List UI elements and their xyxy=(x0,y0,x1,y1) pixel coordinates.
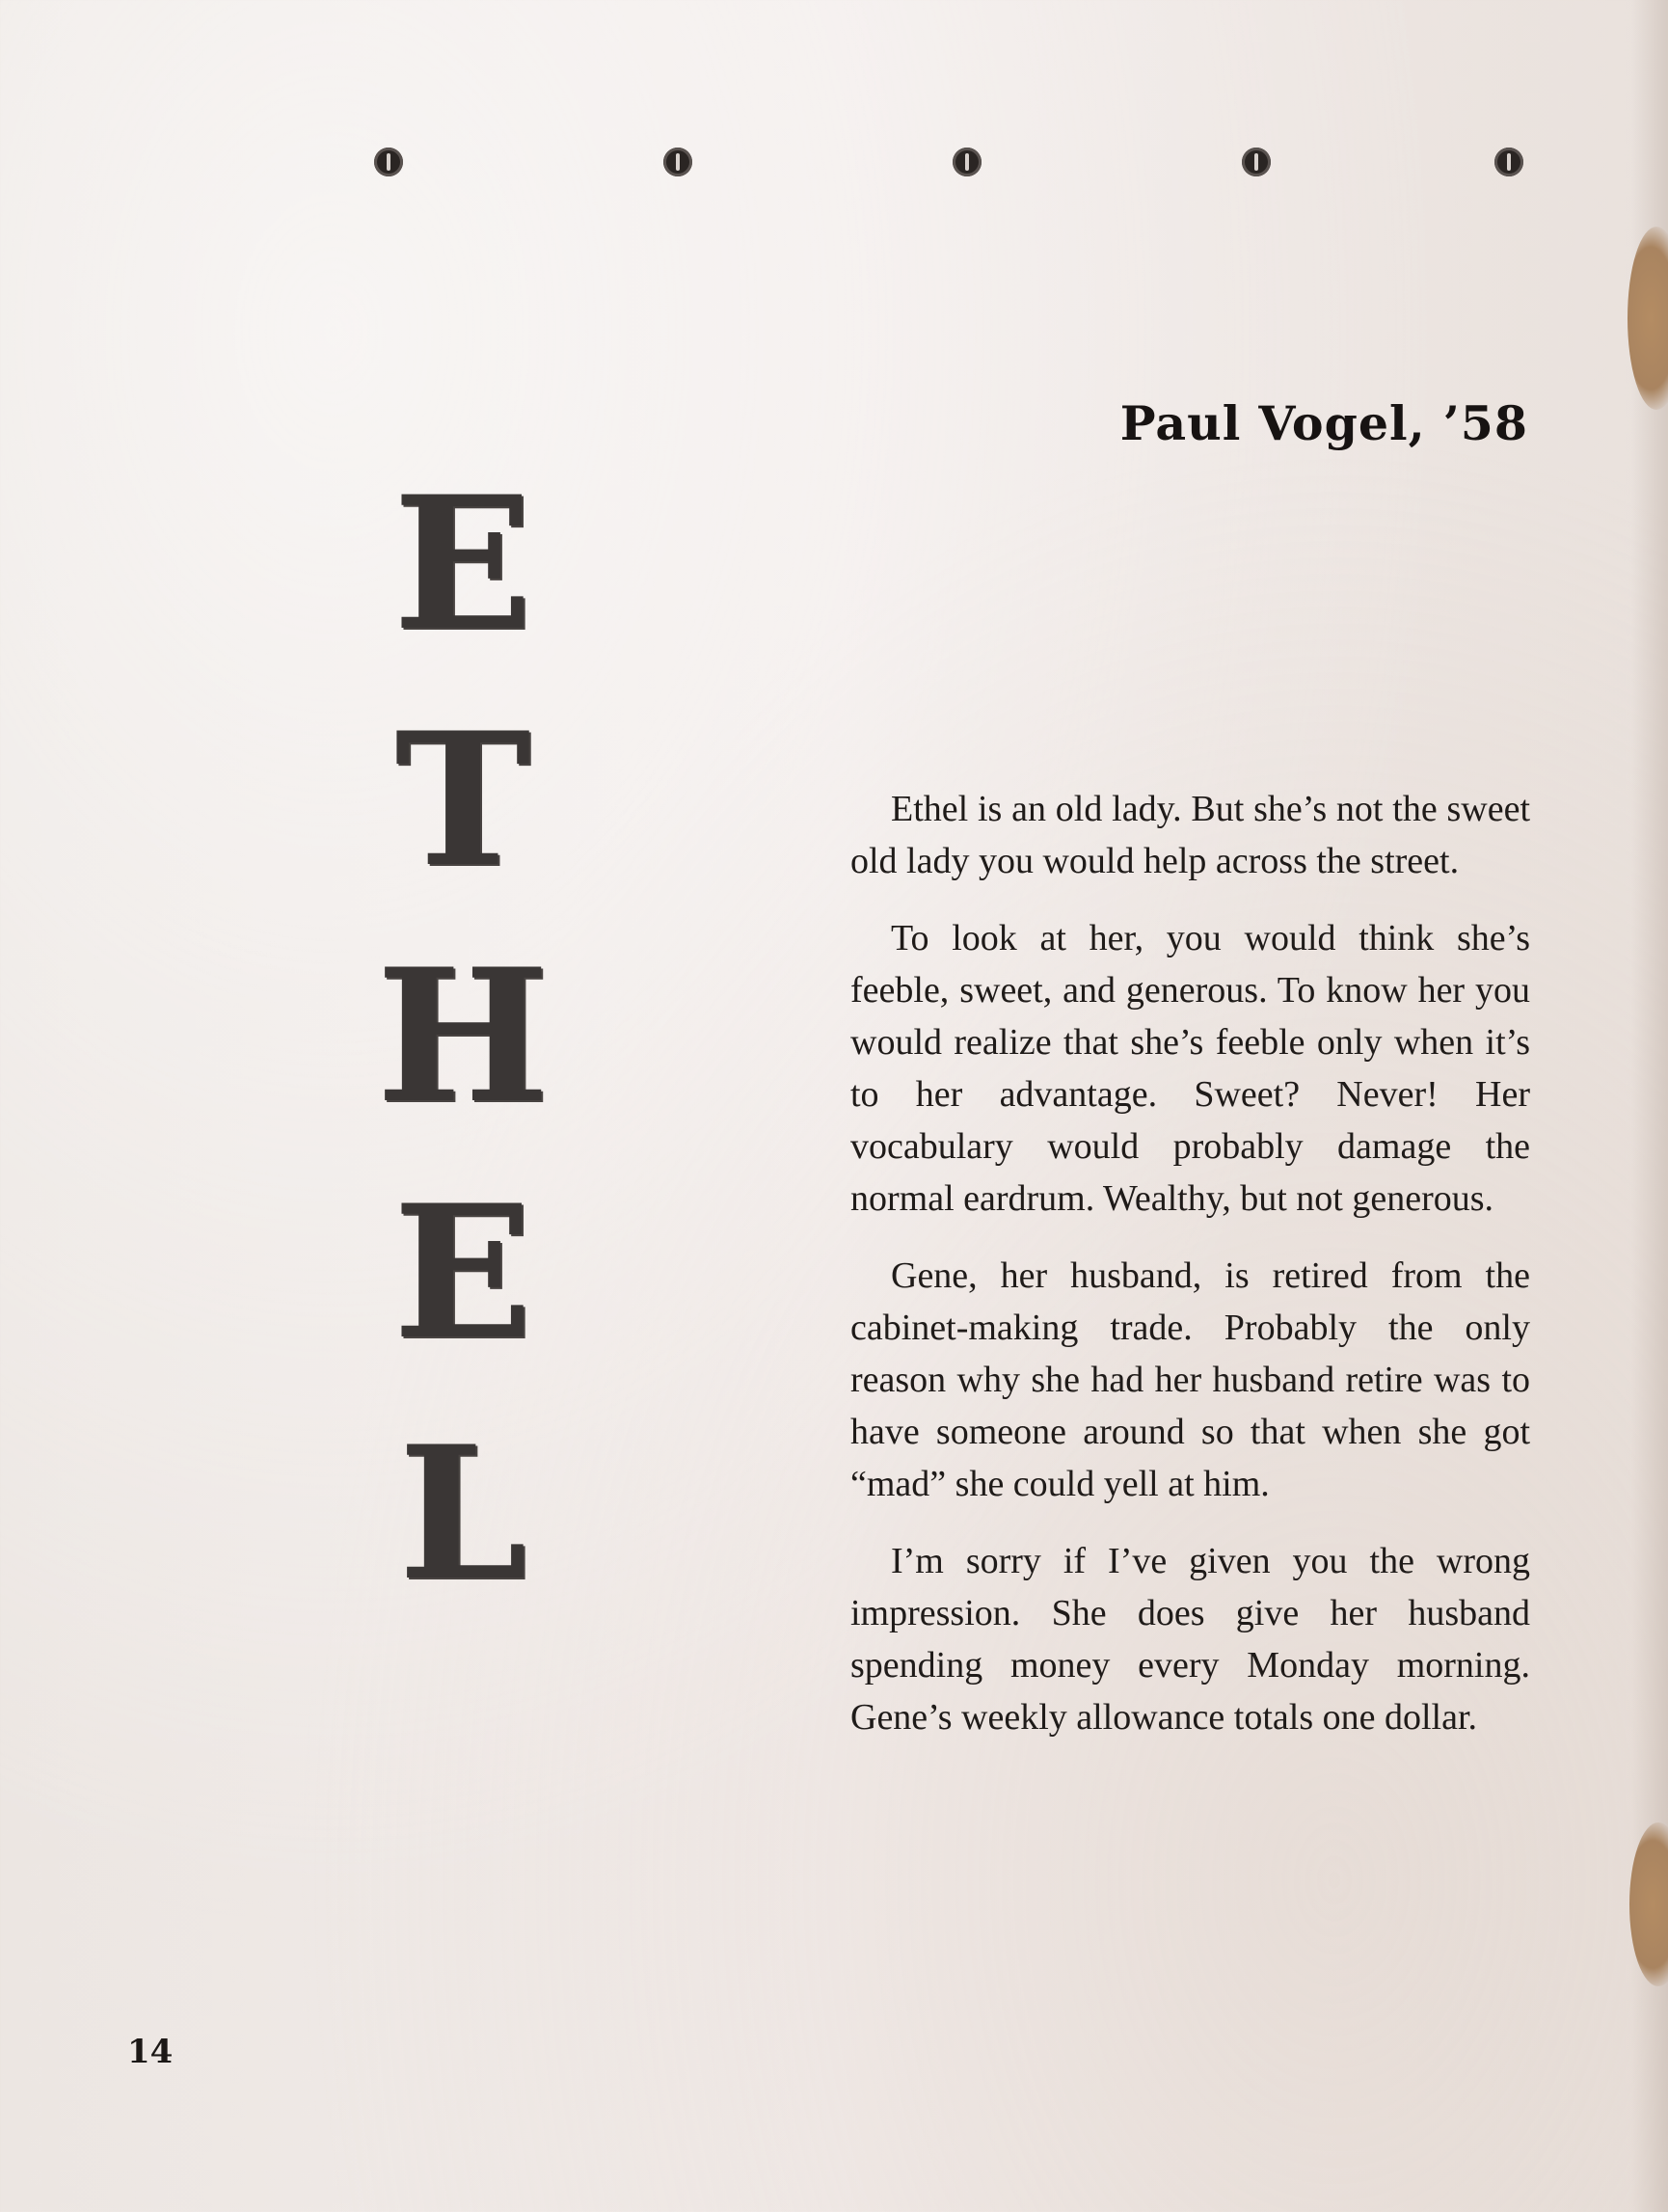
paragraph: Ethel is an old lady. But she’s not the sweet old lady you would help across the street. xyxy=(850,789,1530,881)
binder-hole xyxy=(374,148,403,176)
paragraph: To look at her, you would think she’s feeble, sweet, and generous. To know her you would realize that she’s feeble only when it’s to her advantage. Sweet? Never! Her vocabulary would probably damage the normal eardrum. Wealthy, but not generous. xyxy=(850,918,1530,1219)
title-letter-e: E xyxy=(392,456,533,671)
story-body xyxy=(850,783,1530,1768)
binder-hole xyxy=(663,148,692,176)
binder-hole xyxy=(953,148,982,176)
page-number: 14 xyxy=(127,2033,174,2071)
title-letter-h: H xyxy=(376,929,550,1144)
binder-hole xyxy=(1494,148,1523,176)
title-letter-l: L xyxy=(398,1406,527,1621)
paragraph: I’m sorry if I’ve given you the wrong impression. She does give her husband spending money every Monday morning. Gene’s weekly allowance totals one dollar. xyxy=(850,1541,1530,1738)
binder-holes xyxy=(0,148,1668,186)
paragraph: Gene, her husband, is retired from the cabinet-making trade. Probably the only reason why she had her husband retire was to have someone around so that when she got “mad” she could yell at him. xyxy=(850,1255,1530,1504)
author-byline: Paul Vogel, ’58 xyxy=(1119,395,1528,451)
binder-hole xyxy=(1242,148,1271,176)
title-letter-e: E xyxy=(392,1165,533,1380)
title-letter-t: T xyxy=(394,692,531,907)
